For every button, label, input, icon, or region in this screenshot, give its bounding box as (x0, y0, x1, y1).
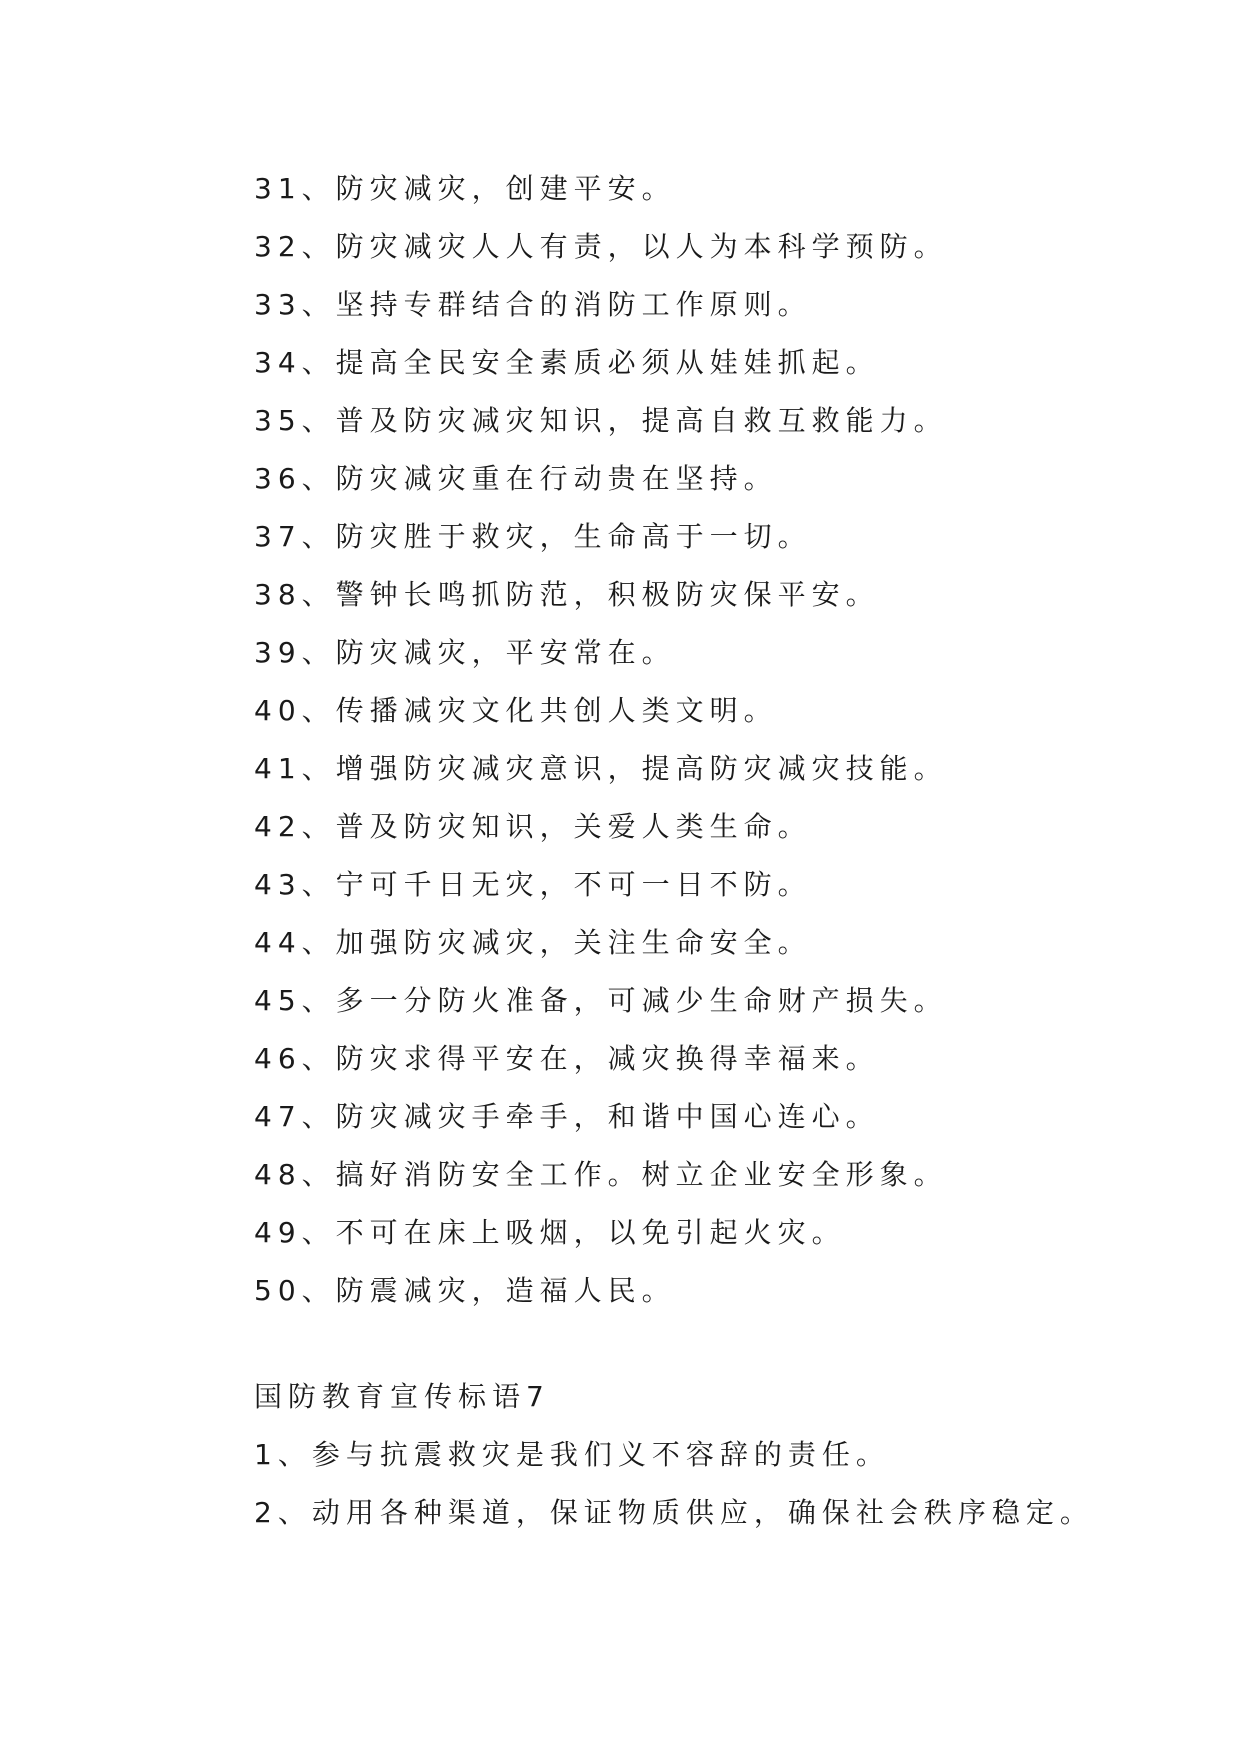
list-item: 34、提高全民安全素质必须从娃娃抓起。 (254, 346, 880, 379)
list-item: 50、防震减灾，造福人民。 (254, 1274, 676, 1307)
list-item: 32、防灾减灾人人有责，以人为本科学预防。 (254, 230, 948, 263)
list-item: 43、宁可千日无灾，不可一日不防。 (254, 868, 812, 901)
list-item: 49、不可在床上吸烟，以免引起火灾。 (254, 1216, 846, 1249)
list-item: 31、防灾减灾，创建平安。 (254, 172, 676, 205)
slogan-list-section-7 (254, 1426, 1194, 1542)
list-item: 40、传播减灾文化共创人类文明。 (254, 694, 778, 727)
list-item: 42、普及防灾知识，关爱人类生命。 (254, 810, 812, 843)
slogan-list-31-50 (254, 160, 1194, 1320)
list-item: 41、增强防灾减灾意识，提高防灾减灾技能。 (254, 752, 948, 785)
list-item: 47、防灾减灾手牵手，和谐中国心连心。 (254, 1100, 880, 1133)
list-item: 48、搞好消防安全工作。树立企业安全形象。 (254, 1158, 948, 1191)
list-item: 38、警钟长鸣抓防范，积极防灾保平安。 (254, 578, 880, 611)
document-body (254, 160, 1194, 1542)
list-item: 1、参与抗震救灾是我们义不容辞的责任。 (254, 1438, 890, 1471)
list-item: 37、防灾胜于救灾，生命高于一切。 (254, 520, 812, 553)
list-item: 2、动用各种渠道，保证物质供应，确保社会秩序稳定。 (254, 1496, 1094, 1529)
list-item: 45、多一分防火准备，可减少生命财产损失。 (254, 984, 948, 1017)
list-item: 46、防灾求得平安在，减灾换得幸福来。 (254, 1042, 880, 1075)
section-heading: 国防教育宣传标语7 (254, 1380, 550, 1413)
section-spacer (254, 1320, 1194, 1368)
list-item: 44、加强防灾减灾，关注生命安全。 (254, 926, 812, 959)
list-item: 39、防灾减灾，平安常在。 (254, 636, 676, 669)
list-item: 33、坚持专群结合的消防工作原则。 (254, 288, 812, 321)
list-item: 35、普及防灾减灾知识，提高自救互救能力。 (254, 404, 948, 437)
list-item: 36、防灾减灾重在行动贵在坚持。 (254, 462, 778, 495)
